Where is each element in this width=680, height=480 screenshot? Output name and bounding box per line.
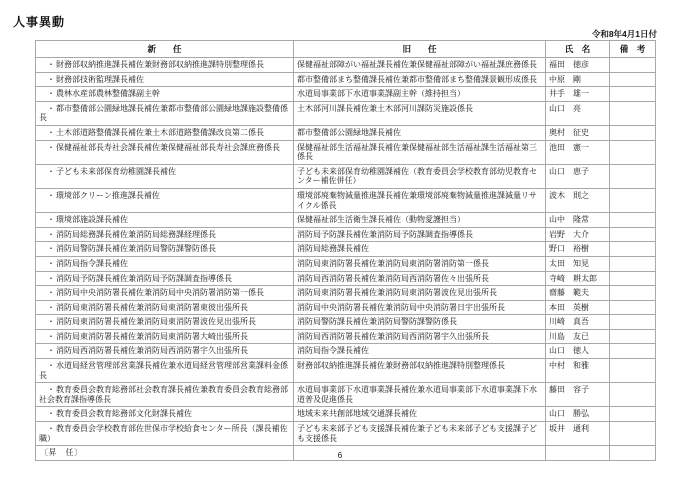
name-cell xyxy=(546,256,610,271)
new-position-text: 農林水産部農林整備課副主幹 xyxy=(56,89,160,99)
date-label: 令和8年4月1日付 xyxy=(591,29,657,39)
name-first: 容子 xyxy=(573,385,589,395)
name-cell xyxy=(546,344,610,359)
name-last: 井手 xyxy=(549,89,565,99)
name-last: 野口 xyxy=(549,244,565,254)
table-row xyxy=(36,271,656,286)
new-position-cell xyxy=(36,422,294,446)
old-position-text: 消防局総務課長補佐 xyxy=(297,244,369,254)
table-row xyxy=(36,87,656,102)
name-first: 英樹 xyxy=(573,302,589,312)
remarks-cell xyxy=(610,383,656,407)
table-row xyxy=(36,329,656,344)
old-position-cell xyxy=(294,87,546,102)
new-position-text: 消防局指令課長補佐 xyxy=(56,258,128,268)
remarks-cell xyxy=(610,72,656,87)
bullet-mark: ・ xyxy=(47,317,55,327)
old-position-cell xyxy=(294,344,546,359)
name-first: 雄一 xyxy=(573,89,589,99)
name-last: 岩野 xyxy=(549,229,565,239)
name-cell xyxy=(546,72,610,87)
remarks-cell xyxy=(610,227,656,242)
table-row xyxy=(36,140,656,164)
old-position-text: 土木部河川課長補佐兼土木部河川課防災施設係長 xyxy=(297,103,473,113)
new-position-cell xyxy=(36,87,294,102)
remarks-cell xyxy=(610,407,656,422)
bullet-mark: ・ xyxy=(47,142,55,152)
new-position-text: 環境部施設課長補佐 xyxy=(56,215,128,225)
new-position-text: 消防局予防課長補佐兼消防局予防課調査指導係長 xyxy=(56,273,232,283)
new-position-cell xyxy=(36,164,294,188)
name-first: 則之 xyxy=(573,190,589,200)
new-position-text: 都市整備部公園緑地課長補佐兼都市整備部公園緑地課施設整備係長 xyxy=(39,103,288,123)
new-position-cell xyxy=(36,256,294,271)
table-row xyxy=(36,359,656,383)
name-last: 太田 xyxy=(549,258,565,268)
name-first: 憲一 xyxy=(573,142,589,152)
new-position-cell xyxy=(36,227,294,242)
table-row xyxy=(36,256,656,271)
name-last: 藤田 xyxy=(549,385,565,395)
old-position-cell xyxy=(294,213,546,228)
old-position-text: 子ども未来部子ども支援課長補佐兼子ども未来部子ども支援課子ども支援係長 xyxy=(297,424,537,443)
name-last: 寺崎 xyxy=(549,273,565,283)
old-position-cell xyxy=(294,271,546,286)
bullet-mark: ・ xyxy=(47,89,55,99)
name-last: 山口 xyxy=(549,103,565,113)
name-cell xyxy=(546,286,610,301)
new-position-cell xyxy=(36,383,294,407)
new-position-cell xyxy=(36,242,294,257)
table-row xyxy=(36,242,656,257)
old-position-text: 保健福祉部生活福祉課長補佐兼保健福祉部生活福祉課生活福祉第三係長 xyxy=(297,142,537,162)
table-row xyxy=(36,300,656,315)
name-last: 山中 xyxy=(549,215,565,225)
name-first: 真吾 xyxy=(573,317,589,327)
bullet-mark: ・ xyxy=(47,302,55,312)
name-cell xyxy=(546,58,610,73)
old-position-cell xyxy=(294,164,546,188)
old-position-text: 消防局中央消防署長補佐兼消防局中央消防署日宇出張所長 xyxy=(297,302,505,312)
remarks-cell xyxy=(610,422,656,446)
remarks-cell xyxy=(610,101,656,125)
new-position-text: 環境部クリーン推進課長補佐 xyxy=(56,190,160,200)
remarks-cell xyxy=(610,315,656,330)
name-first: 通利 xyxy=(573,424,589,434)
old-position-text: 水道局事業部下水道事業課副主幹（維持担当） xyxy=(297,89,465,99)
old-position-text: 消防局指令課長補佐 xyxy=(297,346,369,356)
bullet-mark: ・ xyxy=(47,385,55,395)
new-position-text: 水道局経営管理部営業課長補佐兼水道局経営管理部営業課料金係長 xyxy=(39,361,288,380)
old-position-text: 都市整備部公園緑地課長補佐 xyxy=(297,127,401,137)
name-cell xyxy=(546,164,610,188)
old-position-text: 子ども未来部保育幼稚園課補佐（教育委員会学校教育部幼児教育センター補佐併任） xyxy=(297,166,537,186)
new-position-cell xyxy=(36,101,294,125)
name-cell xyxy=(546,407,610,422)
new-position-cell xyxy=(36,315,294,330)
bullet-mark: ・ xyxy=(47,409,55,419)
bullet-mark: ・ xyxy=(47,60,55,69)
new-position-cell xyxy=(36,188,294,212)
old-position-cell xyxy=(294,58,546,73)
name-last: 池田 xyxy=(549,142,565,152)
new-position-cell xyxy=(36,407,294,422)
name-first: 隆常 xyxy=(573,215,589,225)
new-position-text: 〔昇 任〕 xyxy=(40,448,83,458)
old-position-text: 消防局予防課長補佐兼消防局予防課調査指導係長 xyxy=(297,229,473,239)
table-body xyxy=(36,58,656,461)
new-position-text: 消防局東消防署長補佐兼消防局東消防署大崎出張所長 xyxy=(56,331,248,341)
name-cell xyxy=(546,101,610,125)
remarks-cell xyxy=(610,242,656,257)
old-position-cell xyxy=(294,256,546,271)
new-position-text: 教育委員会学校教育部佐世保市学校給食センター所長（課長補佐職） xyxy=(39,424,288,443)
new-position-cell xyxy=(36,125,294,140)
header-new-position: 新 任 xyxy=(36,41,294,58)
table-header-row xyxy=(36,41,656,58)
new-position-cell xyxy=(36,359,294,383)
old-position-text: 地域未来共創部地域交通課長補佐 xyxy=(297,409,417,419)
remarks-cell xyxy=(610,329,656,344)
old-position-cell xyxy=(294,72,546,87)
table-row xyxy=(36,125,656,140)
old-position-text: 財務部収納推進課長補佐兼財務部収納推進課特別整理係長 xyxy=(297,361,505,371)
table-row xyxy=(36,422,656,446)
page-title: 人事異動 xyxy=(13,15,66,29)
name-cell xyxy=(546,213,610,228)
name-first: 勝弘 xyxy=(573,409,589,419)
name-last: 坂井 xyxy=(549,424,565,434)
new-position-text: 子ども未来部保育幼稚園課長補佐 xyxy=(56,166,176,176)
new-position-text: 消防局西消防署長補佐兼消防局西消防署宇久出張所長 xyxy=(56,346,248,356)
old-position-cell xyxy=(294,101,546,125)
new-position-text: 教育委員会教育総務部社会教育課長補佐兼教育委員会教育総務部社会教育課指導係長 xyxy=(39,385,288,404)
table-row xyxy=(36,72,656,87)
old-position-cell xyxy=(294,359,546,383)
name-last: 山口 xyxy=(549,346,565,356)
name-cell xyxy=(546,188,610,212)
new-position-cell xyxy=(36,300,294,315)
remarks-cell xyxy=(610,58,656,73)
table-row xyxy=(36,164,656,188)
personnel-table xyxy=(35,40,656,461)
name-first: 徳人 xyxy=(573,346,589,356)
page-number: 6 xyxy=(337,451,343,460)
bullet-mark: ・ xyxy=(47,190,55,200)
header-old-position: 旧 任 xyxy=(294,41,546,58)
name-cell xyxy=(546,242,610,257)
name-last: 奥村 xyxy=(549,127,565,137)
bullet-mark: ・ xyxy=(47,424,55,434)
new-position-text: 財務部技術監理課長補佐 xyxy=(56,74,144,84)
new-position-text: 保健福祉部長寿社会課長補佐兼保健福祉部長寿社会課庶務係長 xyxy=(56,142,280,152)
bullet-mark: ・ xyxy=(47,229,55,239)
table-row xyxy=(36,227,656,242)
old-position-cell xyxy=(294,300,546,315)
table-row xyxy=(36,286,656,301)
new-position-cell xyxy=(36,329,294,344)
new-position-cell xyxy=(36,140,294,164)
new-position-cell xyxy=(36,72,294,87)
old-position-text: 消防局東消防署長補佐兼消防局東消防署消防第一係長 xyxy=(297,258,489,268)
old-position-cell xyxy=(294,329,546,344)
new-position-text: 消防局東消防署長補佐兼消防局東消防署波佐見出張所長 xyxy=(56,317,256,327)
name-first: 耕太郎 xyxy=(573,273,597,283)
header-remarks: 備 考 xyxy=(610,41,656,58)
name-cell xyxy=(546,315,610,330)
table-row xyxy=(36,188,656,212)
name-first: 恵子 xyxy=(573,166,589,176)
name-cell xyxy=(546,422,610,446)
name-first: 範夫 xyxy=(573,288,589,298)
name-cell xyxy=(546,271,610,286)
name-first: 剛 xyxy=(573,74,581,84)
old-position-cell xyxy=(294,242,546,257)
name-last: 山口 xyxy=(549,409,565,419)
bullet-mark: ・ xyxy=(47,346,55,356)
new-position-text: 消防局東消防署長補佐兼消防局東消防署東彼出張所長 xyxy=(56,302,248,312)
remarks-cell xyxy=(610,213,656,228)
old-position-cell xyxy=(294,407,546,422)
table-row xyxy=(36,407,656,422)
bullet-mark: ・ xyxy=(47,74,55,84)
name-last: 川島 xyxy=(549,331,565,341)
old-position-text: 保健福祉部生活衛生課長補佐（動物愛護担当） xyxy=(297,215,465,225)
name-cell xyxy=(546,383,610,407)
new-position-text: 消防局中央消防署長補佐兼消防局中央消防署消防第一係長 xyxy=(56,288,264,298)
remarks-cell xyxy=(610,125,656,140)
remarks-cell xyxy=(610,286,656,301)
table-row xyxy=(36,344,656,359)
old-position-text: 消防局西消防署長補佐兼消防局西消防署佐々出張所長 xyxy=(297,273,489,283)
old-position-cell xyxy=(294,315,546,330)
bullet-mark: ・ xyxy=(47,361,55,371)
bullet-mark: ・ xyxy=(47,127,55,137)
old-position-cell xyxy=(294,188,546,212)
name-cell xyxy=(546,359,610,383)
new-position-text: 財務部収納推進課長補佐兼財務部収納推進課特別整理係長 xyxy=(56,60,264,69)
new-position-text: 消防局警防課長補佐兼消防局警防課警防係長 xyxy=(56,244,216,254)
name-cell xyxy=(546,227,610,242)
name-cell xyxy=(546,300,610,315)
bullet-mark: ・ xyxy=(47,103,55,113)
name-first: 和雅 xyxy=(573,361,589,371)
remarks-cell xyxy=(610,359,656,383)
name-first: 征史 xyxy=(573,127,589,137)
old-position-text: 環境部廃棄物減量推進課長補佐兼環境部廃棄物減量推進課減量リサイクル係長 xyxy=(297,190,537,210)
name-first: 裕樹 xyxy=(573,244,589,254)
remarks-cell xyxy=(610,256,656,271)
name-last: 中村 xyxy=(549,361,565,371)
old-position-text: 消防局西消防署長補佐兼消防局西消防署宇久出張所長 xyxy=(297,331,489,341)
bullet-mark: ・ xyxy=(47,331,55,341)
bullet-mark: ・ xyxy=(47,166,55,176)
old-position-text: 消防局警防課長補佐兼消防局警防課警防係長 xyxy=(297,317,457,327)
table-row xyxy=(36,213,656,228)
old-position-text: 保健福祉部障がい福祉課長補佐兼保健福祉部障がい福祉課庶務係長 xyxy=(297,60,537,69)
new-position-text: 消防局総務課長補佐兼消防局総務課経理係長 xyxy=(56,229,216,239)
old-position-text: 水道局事業部下水道事業課長補佐兼水道局事業部下水道事業課下水道普及促進係長 xyxy=(297,385,537,404)
name-first: 亮 xyxy=(573,103,581,113)
bullet-mark: ・ xyxy=(47,258,55,268)
name-first: 知見 xyxy=(573,258,589,268)
name-first: 大介 xyxy=(573,229,589,239)
name-last: 齋藤 xyxy=(549,288,565,298)
bullet-mark: ・ xyxy=(47,215,55,225)
table-row xyxy=(36,101,656,125)
name-cell xyxy=(546,140,610,164)
new-position-text: 土木部道路整備課長補佐兼土木部道路整備課改良第二係長 xyxy=(56,127,264,137)
new-position-cell xyxy=(36,344,294,359)
remarks-cell xyxy=(610,344,656,359)
old-position-text: 消防局東消防署長補佐兼消防局東消防署波佐見出張所長 xyxy=(297,288,497,298)
name-last: 山口 xyxy=(549,166,565,176)
new-position-cell xyxy=(36,213,294,228)
bullet-mark: ・ xyxy=(47,244,55,254)
table-row xyxy=(36,315,656,330)
name-last: 中原 xyxy=(549,74,565,84)
name-first: 友已 xyxy=(573,331,589,341)
bullet-mark: ・ xyxy=(47,288,55,298)
old-position-cell xyxy=(294,383,546,407)
new-position-text: 教育委員会教育総務部文化財課長補佐 xyxy=(56,409,192,419)
remarks-cell xyxy=(610,164,656,188)
remarks-cell xyxy=(610,87,656,102)
remarks-cell xyxy=(610,140,656,164)
header-name: 氏 名 xyxy=(546,41,610,58)
name-last: 川崎 xyxy=(549,317,565,327)
bullet-mark: ・ xyxy=(47,273,55,283)
name-last: 福田 xyxy=(549,60,565,69)
remarks-cell xyxy=(610,188,656,212)
new-position-cell xyxy=(36,286,294,301)
name-cell xyxy=(546,87,610,102)
name-cell xyxy=(546,125,610,140)
old-position-text: 都市整備部まち整備課長補佐兼都市整備部まち整備課景観形成係長 xyxy=(297,74,537,84)
new-position-cell xyxy=(36,271,294,286)
name-first: 徳彦 xyxy=(573,60,589,69)
name-cell xyxy=(546,329,610,344)
old-position-cell xyxy=(294,227,546,242)
old-position-cell xyxy=(294,286,546,301)
old-position-cell xyxy=(294,140,546,164)
remarks-cell xyxy=(610,300,656,315)
name-last: 波木 xyxy=(549,190,565,200)
old-position-cell xyxy=(294,125,546,140)
name-last: 本田 xyxy=(549,302,565,312)
new-position-cell xyxy=(36,58,294,73)
table-row xyxy=(36,383,656,407)
old-position-cell xyxy=(294,422,546,446)
remarks-cell xyxy=(610,271,656,286)
table-row xyxy=(36,58,656,73)
